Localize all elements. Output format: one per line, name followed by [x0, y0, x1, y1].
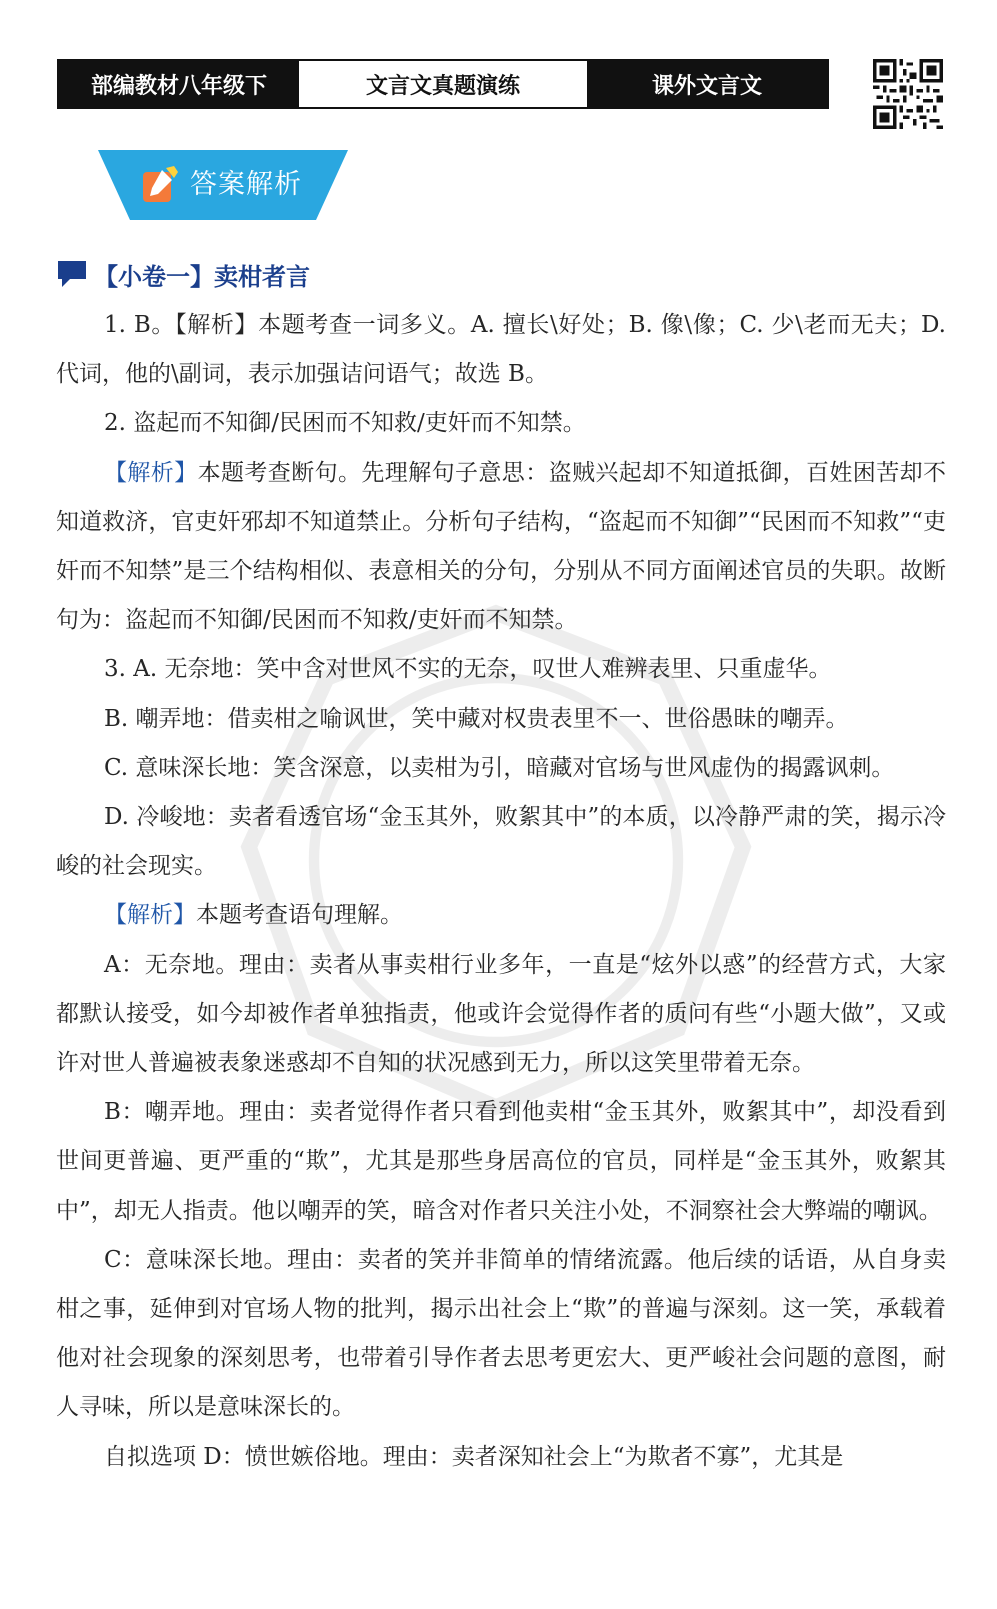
section-title-text: 【小卷一】卖柑者言: [94, 262, 310, 291]
header-bar: [57, 59, 829, 109]
pencil-icon: [140, 166, 180, 206]
answer-paragraph: C：意味深长地。理由：卖者的笑并非简单的情绪流露。他后续的话语，从自身卖柑之事，延伸到对官场人物的批判，揭示出社会上“欺”的普遍与深刻。这一笑，承载着他对社会现象的深刻思考，也带着引导作者去思考更宏大、更严峻社会问题的意图，耐人寻味，所以是意味深长的。: [56, 1246, 946, 1421]
answer-paragraph: 1. B。【解析】本题考查一词多义。A. 擅长\好处；B. 像\像；C. 少\老而无夫；D. 代词，他的\副词，表示加强诘问语气；故选 B。: [56, 312, 946, 388]
chat-bubble-icon: [56, 259, 88, 289]
answer-paragraph: 2. 盗起而不知御/民困而不知救/吏奸而不知禁。: [104, 410, 586, 437]
answer-paragraph: D. 冷峻地：卖者看透官场“金玉其外，败絮其中”的本质，以冷静严肃的笑，揭示冷峻的社会现实。: [56, 804, 946, 880]
answer-paragraph: B：嘲弄地。理由：卖者觉得作者只看到他卖柑“金玉其外，败絮其中”，却没看到世间更普遍、更严重的“欺”，尤其是那些身居高位的官员，同样是“金玉其外，败絮其中”，却无人指责。他以嘲弄的笑，暗含对作者只关注小处，不洞察社会大弊端的嘲讽。: [56, 1099, 946, 1224]
answer-content: [56, 301, 946, 1482]
header-exercise: 文言文真题演练: [299, 61, 587, 107]
answer-paragraph: 3. A. 无奈地：笑中含对世风不实的无奈，叹世人难辨表里、只重虚华。: [104, 656, 832, 683]
answer-paragraph: 【解析】本题考查语句理解。: [104, 902, 403, 929]
header-category: 课外文言文: [587, 61, 827, 107]
answer-paragraph: A：无奈地。理由：卖者从事卖柑行业多年，一直是“炫外以惑”的经营方式，大家都默认接受，如今却被作者单独指责，他或许会觉得作者的质问有些“小题大做”，又或许对世人普遍被表象迷惑却不自知的状况感到无力，所以这笑里带着无奈。: [56, 951, 946, 1077]
answer-paragraph: 【解析】本题考查断句。先理解句子意思：盗贼兴起却不知道抵御，百姓困苦却不知道救济，官吏奸邪却不知道禁止。分析句子结构，“盗起而不知御”“民困而不知救”“吏奸而不知禁”是三个结构相似、表意相关的分句，分别从不同方面阐述官员的失职。故断句为：盗起而不知御/民困而不知救/吏奸而不知禁。: [56, 459, 947, 634]
qr-code-icon: [873, 59, 943, 129]
header-grade: 部编教材八年级下: [59, 61, 299, 107]
answer-paragraph: B. 嘲弄地：借卖柑之喻讽世，笑中藏对权贵表里不一、世俗愚昧的嘲弄。: [104, 705, 849, 732]
answer-banner-label: 答案解析: [190, 169, 302, 200]
answer-paragraph: 自拟选项 D：愤世嫉俗地。理由：卖者深知社会上“为欺者不寡”，尤其是: [104, 1443, 844, 1470]
section-title: [56, 254, 310, 294]
answer-paragraph: C. 意味深长地：笑含深意，以卖柑为引，暗藏对官场与世风虚伪的揭露讽刺。: [104, 754, 895, 781]
